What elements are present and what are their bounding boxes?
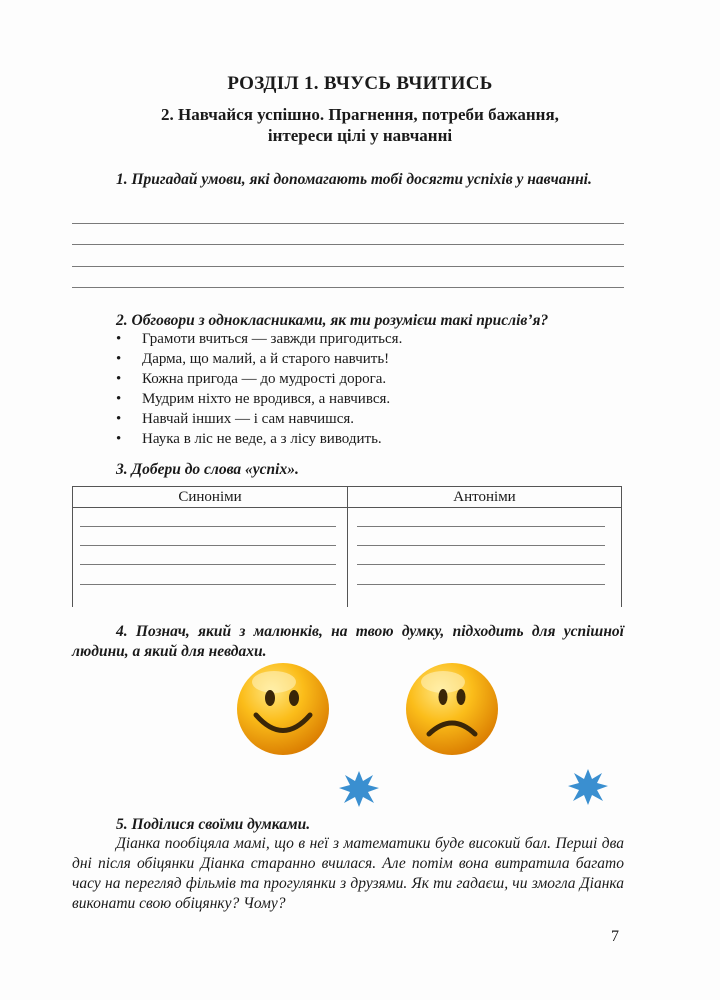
section-title xyxy=(0,104,720,146)
synonym-line-3[interactable] xyxy=(80,564,336,565)
synonym-line-1[interactable] xyxy=(80,526,336,527)
answer-line-3[interactable] xyxy=(72,266,624,267)
answer-line-1[interactable] xyxy=(72,223,624,224)
chapter-title: РОЗДІЛ 1. ВЧУСЬ ВЧИТИСЬ xyxy=(227,73,493,94)
antonym-line-2[interactable] xyxy=(357,545,605,546)
answer-mark-star-icon[interactable] xyxy=(338,770,380,808)
proverb-item: • Мудрим ніхто не вродився, а навчився. xyxy=(116,389,402,409)
answer-line-2[interactable] xyxy=(72,244,624,245)
proverb-item: • Грамоти вчиться — завжди пригодиться. xyxy=(116,329,402,349)
synonyms-header: Синоніми xyxy=(73,487,347,508)
task-2-prompt: 2. Обговори з однокласниками, як ти розумієш такі прислів’я? xyxy=(116,312,549,329)
story-text: Діанка пообіцяла мамі, що в неї з математики буде високий бал. Перші два дні після обіцянки Діанка старанно вчилася. Але потім вона витратила багато часу на перегляд фільмів та прогулянки з друзями. Як ти гадаєш, чи змогла Діанка виконати свою обіцянку? Чому? xyxy=(72,835,624,912)
synonym-line-4[interactable] xyxy=(80,584,336,585)
synonyms-antonyms-table xyxy=(72,486,622,607)
synonyms-column xyxy=(73,487,347,607)
task-3-prompt: 3. Добери до слова «успіх». xyxy=(116,461,299,478)
antonyms-column xyxy=(348,487,621,607)
section-title-line-2: інтереси цілі у навчанні xyxy=(267,126,453,145)
synonym-line-2[interactable] xyxy=(80,545,336,546)
answer-line-4[interactable] xyxy=(72,287,624,288)
task-1-prompt: 1. Пригадай умови, які допомагають тобі досягти успіхів у навчанні. xyxy=(116,171,592,188)
proverb-item: • Кожна пригода — до мудрості дорога. xyxy=(116,369,402,389)
proverb-item: • Дарма, що малий, а й старого навчить! xyxy=(116,349,402,369)
proverb-item: • Наука в ліс не веде, а з лісу виводить. xyxy=(116,429,402,449)
smiling-face-icon[interactable] xyxy=(234,660,332,758)
task-5-prompt: 5. Поділися своїми думками. xyxy=(116,816,311,833)
antonyms-header: Антоніми xyxy=(348,487,621,508)
antonym-line-3[interactable] xyxy=(357,564,605,565)
antonym-line-1[interactable] xyxy=(357,526,605,527)
answer-mark-star-icon[interactable] xyxy=(567,768,609,806)
task-4-prompt: 4. Познач, який з малюнків, на твою думку, підходить для успішної людини, а який для невдахи. xyxy=(72,623,624,660)
proverb-item: • Навчай інших — і сам навчишся. xyxy=(116,409,402,429)
page-number: 7 xyxy=(611,928,619,945)
antonym-line-4[interactable] xyxy=(357,584,605,585)
sad-face-icon[interactable] xyxy=(403,660,501,758)
section-title-line-1: 2. Навчайся успішно. Прагнення, потреби бажання, xyxy=(161,105,559,124)
proverb-list xyxy=(116,329,402,449)
